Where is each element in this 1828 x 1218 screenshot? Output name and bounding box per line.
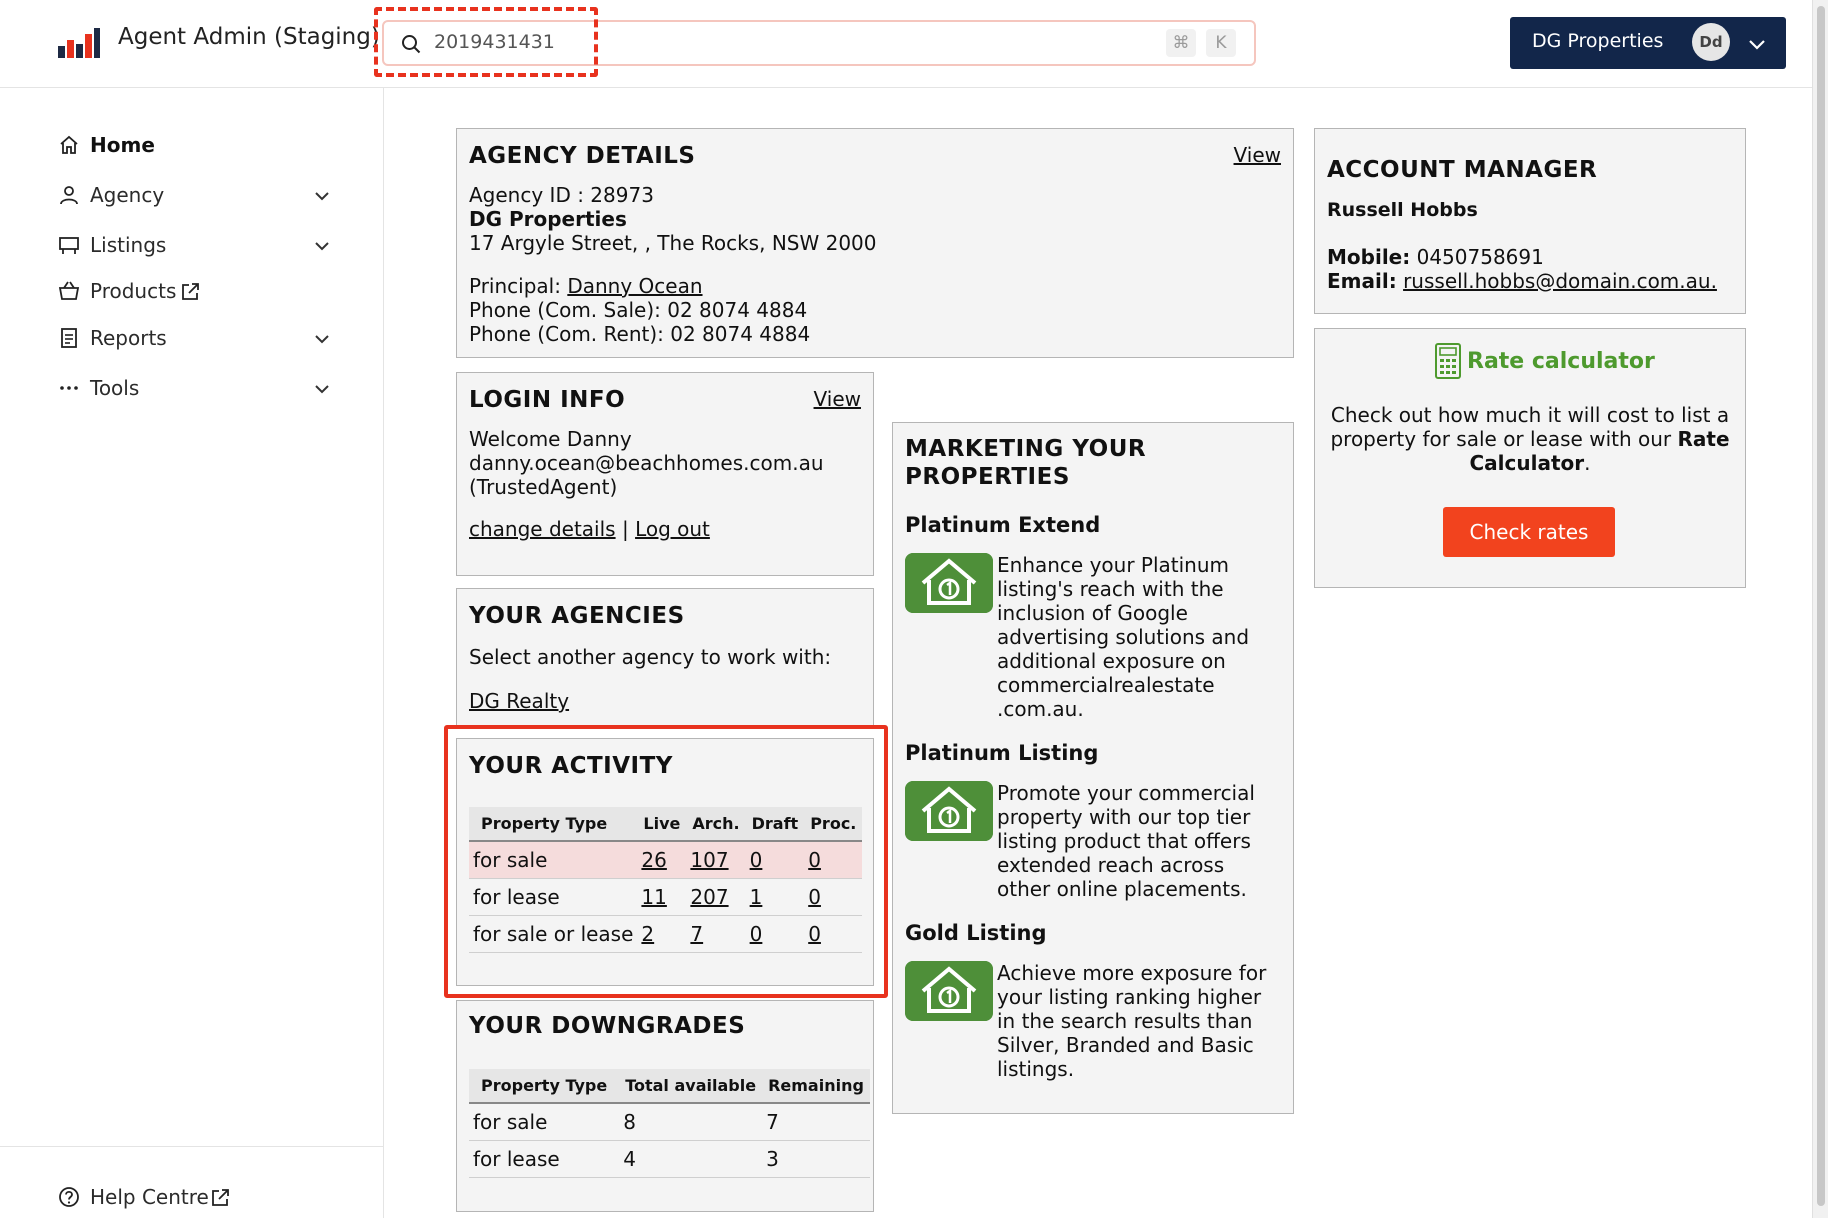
login-email: danny.ocean@beachhomes.com.au bbox=[469, 451, 824, 475]
your-activity-panel bbox=[456, 738, 874, 986]
more-dots-icon bbox=[58, 377, 80, 399]
archived-count-link[interactable]: 207 bbox=[690, 884, 729, 909]
agency-details-view-link[interactable]: View bbox=[1233, 143, 1281, 167]
description-line: Enhance your Platinum bbox=[997, 553, 1230, 577]
scrollbar-thumb[interactable] bbox=[1817, 6, 1825, 1206]
description-line: listings. bbox=[997, 1057, 1075, 1081]
column-header: Proc. bbox=[804, 807, 862, 841]
description-line: advertising solutions and bbox=[997, 625, 1250, 649]
description-line: extended reach across bbox=[997, 853, 1225, 877]
chevron-down-icon bbox=[312, 379, 332, 399]
table-row bbox=[469, 1103, 870, 1140]
sidebar-item-label: Agency bbox=[90, 183, 165, 207]
rate-text-bold-1: Rate bbox=[1677, 427, 1730, 451]
your-agencies-title: YOUR AGENCIES bbox=[469, 603, 685, 629]
table-row bbox=[469, 878, 862, 915]
shortcut-cmd-key: ⌘ bbox=[1166, 29, 1196, 57]
user-icon bbox=[58, 184, 80, 206]
archived-count-link[interactable]: 7 bbox=[690, 921, 704, 946]
your-downgrades-panel bbox=[456, 1000, 874, 1212]
description-line: listing product that offers bbox=[997, 829, 1251, 853]
live-count-link[interactable]: 26 bbox=[641, 847, 667, 872]
description-line: Silver, Branded and Basic bbox=[997, 1033, 1254, 1057]
separator: | bbox=[621, 517, 629, 541]
live-count-link[interactable]: 11 bbox=[641, 884, 667, 909]
agency-details-panel bbox=[456, 128, 1294, 358]
account-manager-title: ACCOUNT MANAGER bbox=[1327, 157, 1598, 183]
table-row bbox=[469, 915, 862, 952]
description-line: Achieve more exposure for bbox=[997, 961, 1267, 985]
marketing-title-line-2: PROPERTIES bbox=[905, 464, 1070, 490]
search-input[interactable] bbox=[382, 20, 1256, 66]
sidebar bbox=[0, 88, 384, 1218]
column-header: Remaining bbox=[762, 1069, 870, 1103]
description-line: Promote your commercial bbox=[997, 781, 1255, 805]
agency-details-title: AGENCY DETAILS bbox=[469, 143, 696, 169]
chevron-down-icon bbox=[312, 236, 332, 256]
sidebar-item-help-centre[interactable] bbox=[58, 1180, 338, 1216]
description-line: property with our top tier bbox=[997, 805, 1251, 829]
marketing-title-line-1: MARKETING YOUR bbox=[905, 436, 1147, 462]
sidebar-item-home[interactable] bbox=[58, 128, 338, 164]
agency-address: 17 Argyle Street, , The Rocks, NSW 2000 bbox=[469, 231, 877, 255]
live-count-link[interactable]: 2 bbox=[641, 921, 655, 946]
agency-link-dg-realty[interactable]: DG Realty bbox=[469, 689, 570, 713]
description-line: in the search results than bbox=[997, 1009, 1253, 1033]
rate-calculator-panel bbox=[1314, 328, 1746, 588]
processing-count-link[interactable]: 0 bbox=[808, 884, 821, 909]
your-downgrades-title: YOUR DOWNGRADES bbox=[469, 1013, 746, 1039]
email-label: Email: bbox=[1327, 269, 1397, 293]
column-header: Property Type bbox=[469, 807, 637, 841]
email-link[interactable]: russell.hobbs@domain.com.au. bbox=[1403, 269, 1717, 293]
your-agencies-subtitle: Select another agency to work with: bbox=[469, 645, 832, 669]
column-header: Arch. bbox=[686, 807, 745, 841]
sidebar-item-label: Tools bbox=[90, 376, 140, 400]
column-header: Draft bbox=[746, 807, 805, 841]
product-heading: Platinum Listing bbox=[905, 741, 1099, 765]
table-header-row bbox=[469, 807, 862, 841]
sidebar-item-reports[interactable] bbox=[58, 321, 338, 357]
rate-text-line-1: Check out how much it will cost to list a bbox=[1330, 403, 1730, 427]
sidebar-item-label: Listings bbox=[90, 233, 167, 257]
column-header: Total available bbox=[619, 1069, 762, 1103]
external-link-icon bbox=[210, 1188, 230, 1208]
home-icon bbox=[58, 134, 80, 156]
product-description bbox=[997, 781, 1255, 901]
principal-name-link[interactable]: Danny Ocean bbox=[567, 274, 703, 298]
app-logo-icon bbox=[58, 28, 100, 58]
search-value[interactable]: 2019431431 bbox=[434, 31, 555, 53]
change-details-link[interactable]: change details bbox=[469, 517, 616, 541]
agency-id: Agency ID : 28973 bbox=[469, 183, 654, 207]
processing-count-link[interactable]: 0 bbox=[808, 921, 821, 946]
sidebar-item-products[interactable] bbox=[58, 274, 338, 310]
product-description bbox=[997, 961, 1266, 1081]
phone-rent: Phone (Com. Rent): 02 8074 4884 bbox=[469, 322, 811, 346]
property-type-cell: for lease bbox=[469, 878, 637, 915]
activity-table bbox=[469, 807, 862, 953]
agency-name: DG Properties bbox=[469, 207, 627, 231]
rate-text-bold-2: Calculator bbox=[1469, 451, 1585, 475]
logout-link[interactable]: Log out bbox=[635, 517, 710, 541]
rate-calculator-title: Rate calculator bbox=[1467, 349, 1655, 374]
remaining-cell: 3 bbox=[762, 1140, 870, 1177]
rate-calculator-text bbox=[1315, 403, 1745, 475]
property-type-cell: for sale bbox=[469, 1103, 619, 1140]
login-actions bbox=[469, 517, 824, 541]
external-link-icon bbox=[180, 282, 200, 302]
table-header-row bbox=[469, 1069, 870, 1103]
page-scrollbar[interactable] bbox=[1812, 0, 1828, 1218]
top-bar bbox=[0, 0, 1812, 88]
chevron-down-icon bbox=[312, 186, 332, 206]
sidebar-item-tools[interactable] bbox=[58, 371, 338, 407]
principal-label: Principal: bbox=[469, 274, 561, 298]
rate-text-line-3 bbox=[1315, 451, 1745, 475]
your-agencies-panel bbox=[456, 588, 874, 728]
help-icon bbox=[58, 1186, 80, 1208]
rate-text-line-2-plain: property for sale or lease with our bbox=[1330, 427, 1672, 451]
mobile-label: Mobile: bbox=[1327, 245, 1411, 269]
product-heading: Gold Listing bbox=[905, 921, 1047, 945]
phone-sale: Phone (Com. Sale): 02 8074 4884 bbox=[469, 298, 808, 322]
check-rates-button[interactable]: Check rates bbox=[1443, 507, 1615, 557]
description-line: listing's reach with the bbox=[997, 577, 1224, 601]
column-header: Live bbox=[637, 807, 686, 841]
login-role: (TrustedAgent) bbox=[469, 475, 618, 499]
property-type-cell: for sale or lease bbox=[469, 915, 637, 952]
processing-count-link[interactable]: 0 bbox=[808, 847, 821, 872]
total-available-cell: 8 bbox=[619, 1103, 762, 1140]
product-heading: Platinum Extend bbox=[905, 513, 1101, 537]
sidebar-item-label: Home bbox=[90, 133, 155, 157]
product-description bbox=[997, 553, 1249, 721]
basket-icon bbox=[58, 280, 80, 302]
description-line: other online placements. bbox=[997, 877, 1247, 901]
sidebar-item-label: Help Centre bbox=[90, 1185, 209, 1209]
sidebar-divider bbox=[0, 1146, 384, 1147]
account-manager-name: Russell Hobbs bbox=[1327, 199, 1478, 221]
draft-count-link[interactable]: 0 bbox=[749, 847, 763, 872]
account-name: DG Properties bbox=[1532, 30, 1664, 52]
calculator-icon bbox=[1435, 343, 1461, 379]
home-listing-badge-icon bbox=[905, 781, 993, 841]
description-line: additional exposure on bbox=[997, 649, 1226, 673]
remaining-cell: 7 bbox=[762, 1103, 870, 1140]
property-type-cell: for lease bbox=[469, 1140, 619, 1177]
principal-line bbox=[469, 274, 877, 298]
app-title: Agent Admin (Staging) bbox=[118, 24, 380, 50]
sidebar-item-listings[interactable] bbox=[58, 228, 338, 264]
report-icon bbox=[58, 327, 80, 349]
account-manager-email bbox=[1327, 269, 1717, 293]
sidebar-item-agency[interactable] bbox=[58, 178, 338, 214]
marketing-title bbox=[905, 435, 1146, 491]
description-line: commercialrealestate bbox=[997, 673, 1215, 697]
login-info-view-link[interactable]: View bbox=[813, 387, 861, 411]
account-manager-mobile bbox=[1327, 245, 1717, 269]
avatar: Dd bbox=[1692, 23, 1730, 61]
search-icon bbox=[400, 33, 422, 55]
sidebar-item-label: Reports bbox=[90, 326, 167, 350]
account-menu-button[interactable] bbox=[1510, 17, 1786, 69]
home-listing-badge-icon bbox=[905, 961, 993, 1021]
table-row bbox=[469, 841, 862, 878]
archived-count-link[interactable]: 107 bbox=[690, 847, 729, 872]
rate-text-end: . bbox=[1584, 451, 1591, 475]
home-listing-badge-icon bbox=[905, 553, 993, 613]
downgrades-table bbox=[469, 1069, 870, 1178]
column-header: Property Type bbox=[469, 1069, 619, 1103]
shortcut-k-key: K bbox=[1206, 29, 1236, 57]
marketing-panel bbox=[892, 422, 1294, 1114]
account-manager-panel bbox=[1314, 128, 1746, 314]
description-line: .com.au. bbox=[997, 697, 1084, 721]
chevron-down-icon bbox=[312, 329, 332, 349]
login-info-panel bbox=[456, 372, 874, 576]
login-info-title: LOGIN INFO bbox=[469, 387, 626, 413]
mobile-value: 0450758691 bbox=[1416, 245, 1544, 269]
draft-count-link[interactable]: 0 bbox=[749, 921, 763, 946]
chevron-down-icon bbox=[1746, 33, 1768, 55]
total-available-cell: 4 bbox=[619, 1140, 762, 1177]
rate-text-line-2 bbox=[1315, 427, 1745, 451]
property-type-cell: for sale bbox=[469, 841, 637, 878]
draft-count-link[interactable]: 1 bbox=[749, 884, 763, 909]
description-line: your listing ranking higher bbox=[997, 985, 1262, 1009]
welcome-text: Welcome Danny bbox=[469, 427, 632, 451]
description-line: inclusion of Google bbox=[997, 601, 1188, 625]
table-row bbox=[469, 1140, 870, 1177]
sidebar-item-label: Products bbox=[90, 279, 177, 303]
your-activity-title: YOUR ACTIVITY bbox=[469, 753, 673, 779]
listing-board-icon bbox=[58, 234, 80, 256]
